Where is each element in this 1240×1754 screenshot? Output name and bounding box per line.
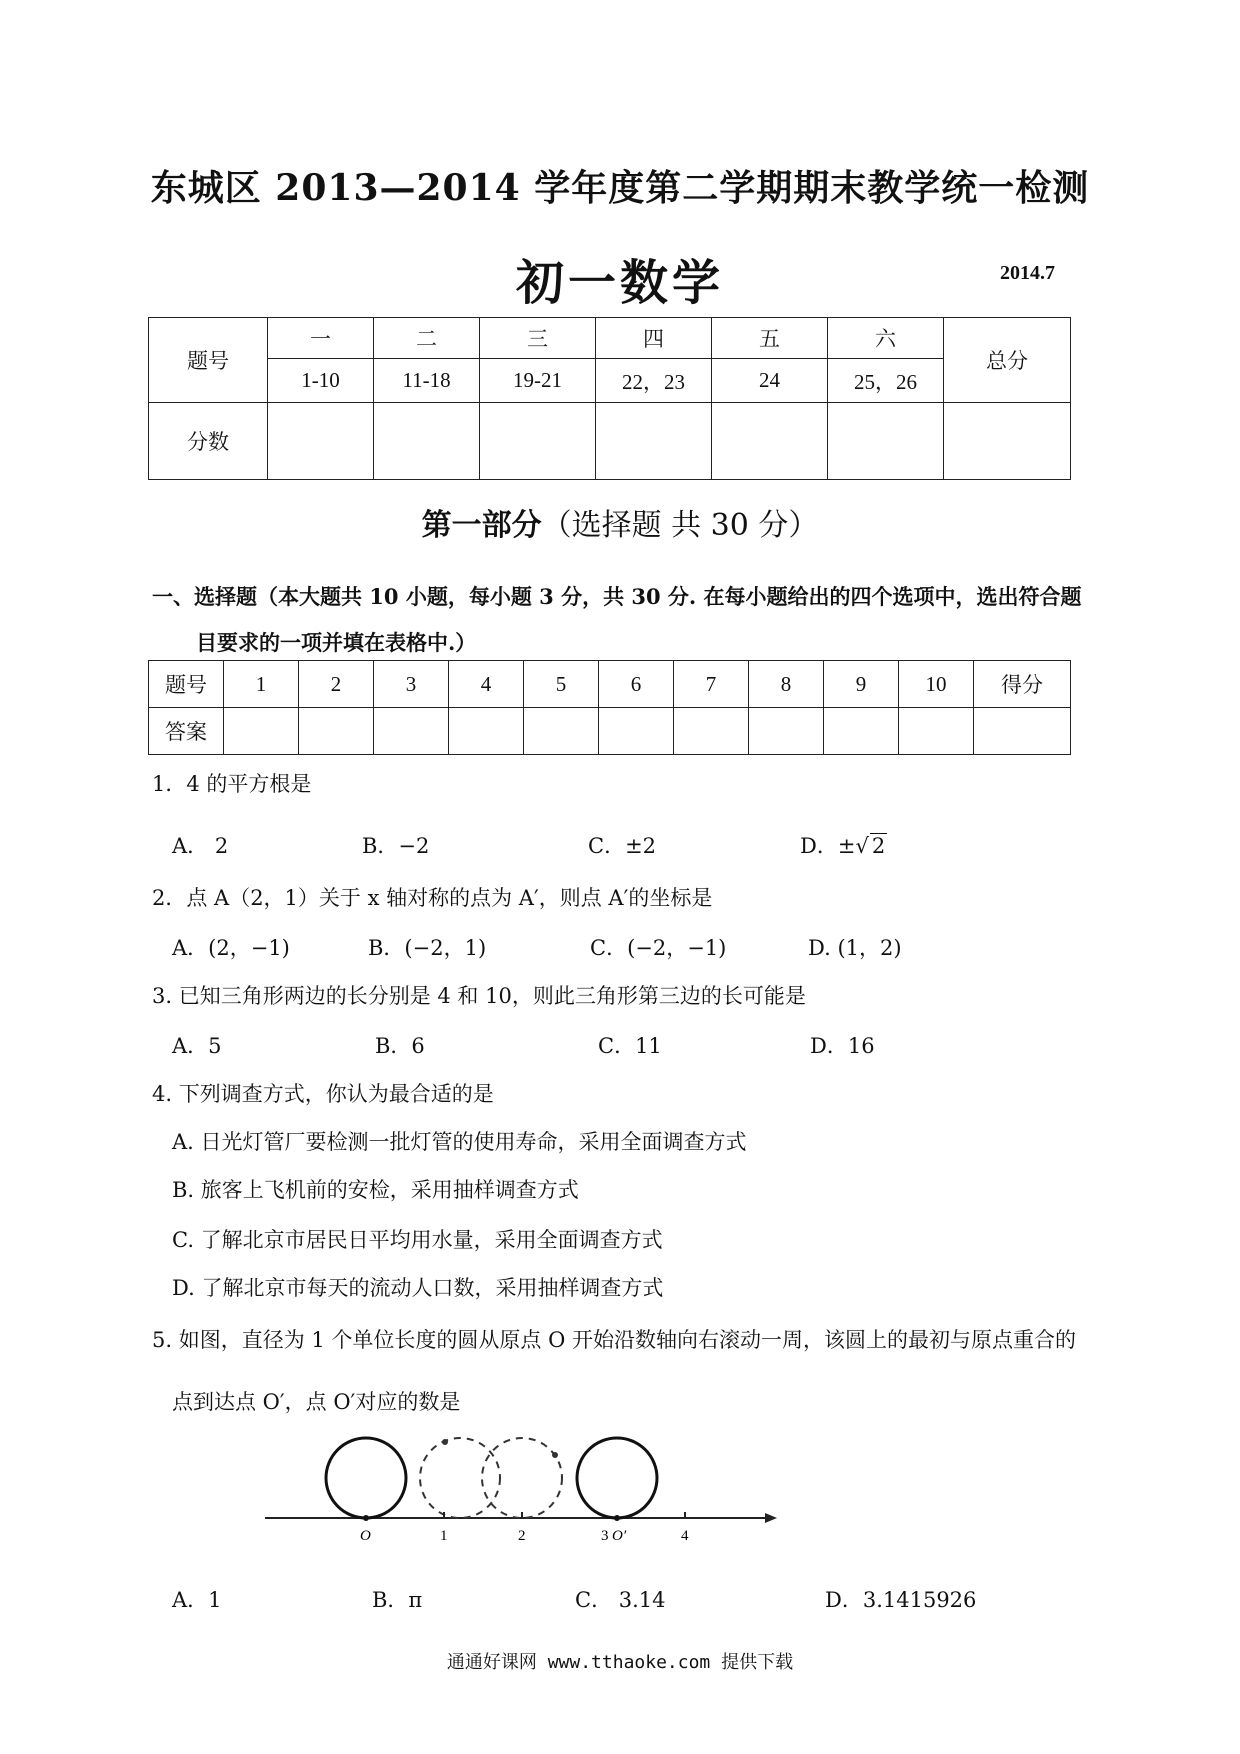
answer-table-number: 4 xyxy=(449,661,524,708)
answer-cell[interactable] xyxy=(674,708,749,755)
point-rolling-2 xyxy=(552,1452,558,1458)
question-5-stem-2: 点到达点 O′，点 O′对应的数是 xyxy=(172,1390,461,1414)
answer-table-number: 9 xyxy=(824,661,899,708)
instructions-line-2: 目要求的一项并填在表格中.） xyxy=(196,630,477,655)
section-range: 1-10 xyxy=(268,359,374,403)
question-3-stem: 3. 已知三角形两边的长分别是 4 和 10，则此三角形第三边的长可能是 xyxy=(152,984,806,1008)
exam-date: 2014.7 xyxy=(1000,262,1055,284)
circle-rolling-1 xyxy=(420,1438,500,1518)
part-one-heading xyxy=(0,500,1240,544)
answer-cell[interactable] xyxy=(899,708,974,755)
circle-rolling-2 xyxy=(482,1438,562,1518)
q5-option-a: A．1 xyxy=(172,1588,222,1612)
section-range: 11-18 xyxy=(374,359,480,403)
score-table-total-label: 总分 xyxy=(944,318,1071,403)
question-4-stem: 4. 下列调查方式，你认为最合适的是 xyxy=(152,1082,494,1106)
q1-option-a: A． 2 xyxy=(172,834,229,858)
q5-option-c: C． 3.14 xyxy=(575,1588,666,1612)
question-5-stem: 5. 如图，直径为 1 个单位长度的圆从原点 O 开始沿数轴向右滚动一周，该圆上的最初与原点重合的 xyxy=(152,1328,1076,1352)
q4-option-d: D. 了解北京市每天的流动人口数，采用抽样调查方式 xyxy=(172,1276,664,1300)
circle-end xyxy=(577,1438,657,1518)
answer-table-number: 6 xyxy=(599,661,674,708)
section-header: 五 xyxy=(712,318,828,359)
subject-title: 初一数学 xyxy=(515,255,724,311)
label-4: 4 xyxy=(681,1528,689,1544)
q2-option-a: A．(2，−1) xyxy=(172,936,290,960)
q3-option-b: B．6 xyxy=(375,1034,425,1058)
answer-table-qnum-label: 题号 xyxy=(149,661,224,708)
section-header: 六 xyxy=(828,318,944,359)
score-cell-total[interactable] xyxy=(944,403,1071,480)
point-origin xyxy=(363,1515,369,1521)
number-line-arrow xyxy=(765,1513,777,1523)
point-rolling-1 xyxy=(442,1439,448,1445)
answer-cell[interactable] xyxy=(749,708,824,755)
circle-start xyxy=(326,1438,406,1518)
answer-table-number: 2 xyxy=(299,661,374,708)
answer-cell[interactable] xyxy=(224,708,299,755)
section-range: 19-21 xyxy=(480,359,596,403)
section-header: 三 xyxy=(480,318,596,359)
label-1: 1 xyxy=(440,1528,448,1544)
instructions-line-1: 一、选择题（本大题共 10 小题，每小题 3 分，共 30 分. 在每小题给出的四个选项中，选出符合题 xyxy=(152,584,1082,609)
answer-table-answer-label: 答案 xyxy=(149,708,224,755)
answer-table-number: 1 xyxy=(224,661,299,708)
score-table xyxy=(148,317,1071,480)
sqrt-sign: √ 2 xyxy=(855,834,886,858)
section-header: 四 xyxy=(596,318,712,359)
score-cell[interactable] xyxy=(596,403,712,480)
answer-table-number: 5 xyxy=(524,661,599,708)
q3-option-c: C．11 xyxy=(598,1034,662,1058)
q2-option-b: B．(−2，1) xyxy=(368,936,487,960)
answer-table-number: 3 xyxy=(374,661,449,708)
score-cell[interactable] xyxy=(268,403,374,480)
score-table-score-label: 分数 xyxy=(149,403,268,480)
answer-cell[interactable] xyxy=(449,708,524,755)
q3-option-d: D．16 xyxy=(810,1034,875,1058)
answer-table-score-label: 得分 xyxy=(974,661,1071,708)
q1-option-d-label: D．± xyxy=(800,834,856,858)
section-header: 一 xyxy=(268,318,374,359)
sqrt-radicand: 2 xyxy=(871,834,886,858)
section-range: 22，23 xyxy=(596,359,712,403)
question-1-stem: 1．4 的平方根是 xyxy=(152,772,312,796)
page-footer: 通通好课网 www.tthaoke.com 提供下载 xyxy=(446,1652,794,1673)
instructions xyxy=(152,574,1112,666)
q2-option-c: C．(−2，−1) xyxy=(590,936,727,960)
answer-table-number: 8 xyxy=(749,661,824,708)
answer-table-number: 7 xyxy=(674,661,749,708)
answer-table xyxy=(148,660,1071,755)
rolling-circle-figure xyxy=(260,1420,780,1550)
answer-cell[interactable] xyxy=(299,708,374,755)
q5-option-d: D．3.1415926 xyxy=(825,1588,977,1612)
score-cell[interactable] xyxy=(828,403,944,480)
score-table-qnum-label: 题号 xyxy=(149,318,268,403)
answer-cell[interactable] xyxy=(524,708,599,755)
section-range: 24 xyxy=(712,359,828,403)
q2-option-d: D. (1，2) xyxy=(808,936,902,960)
score-cell[interactable] xyxy=(374,403,480,480)
section-header: 二 xyxy=(374,318,480,359)
label-o-prime: O′ xyxy=(612,1528,627,1544)
q4-option-b: B. 旅客上飞机前的安检，采用抽样调查方式 xyxy=(172,1178,579,1202)
score-cell[interactable] xyxy=(712,403,828,480)
question-2-stem: 2．点 A（2，1）关于 x 轴对称的点为 A′，则点 A′的坐标是 xyxy=(152,886,713,910)
answer-cell[interactable] xyxy=(599,708,674,755)
answer-cell[interactable] xyxy=(374,708,449,755)
part-one-subtitle: （选择题 共 30 分） xyxy=(541,508,819,543)
q5-option-b: B．π xyxy=(372,1588,423,1612)
answer-cell[interactable] xyxy=(824,708,899,755)
part-one-title: 第一部分 xyxy=(421,508,542,543)
score-cell[interactable] xyxy=(480,403,596,480)
q4-option-c: C. 了解北京市居民日平均用水量，采用全面调查方式 xyxy=(172,1228,663,1252)
answer-table-number: 10 xyxy=(899,661,974,708)
exam-title: 东城区 2013—2014 学年度第二学期期末教学统一检测 xyxy=(150,167,1090,209)
label-2: 2 xyxy=(518,1528,526,1544)
q1-option-c: C．±2 xyxy=(588,834,657,858)
point-o-prime xyxy=(614,1515,620,1521)
q1-option-b: B．−2 xyxy=(362,834,430,858)
answer-cell-score[interactable] xyxy=(974,708,1071,755)
q1-option-d xyxy=(800,830,887,860)
section-range: 25，26 xyxy=(828,359,944,403)
label-3: 3 xyxy=(601,1528,609,1544)
q4-option-a: A. 日光灯管厂要检测一批灯管的使用寿命，采用全面调查方式 xyxy=(172,1130,747,1154)
q3-option-a: A．5 xyxy=(172,1034,222,1058)
label-o: O xyxy=(360,1528,371,1544)
